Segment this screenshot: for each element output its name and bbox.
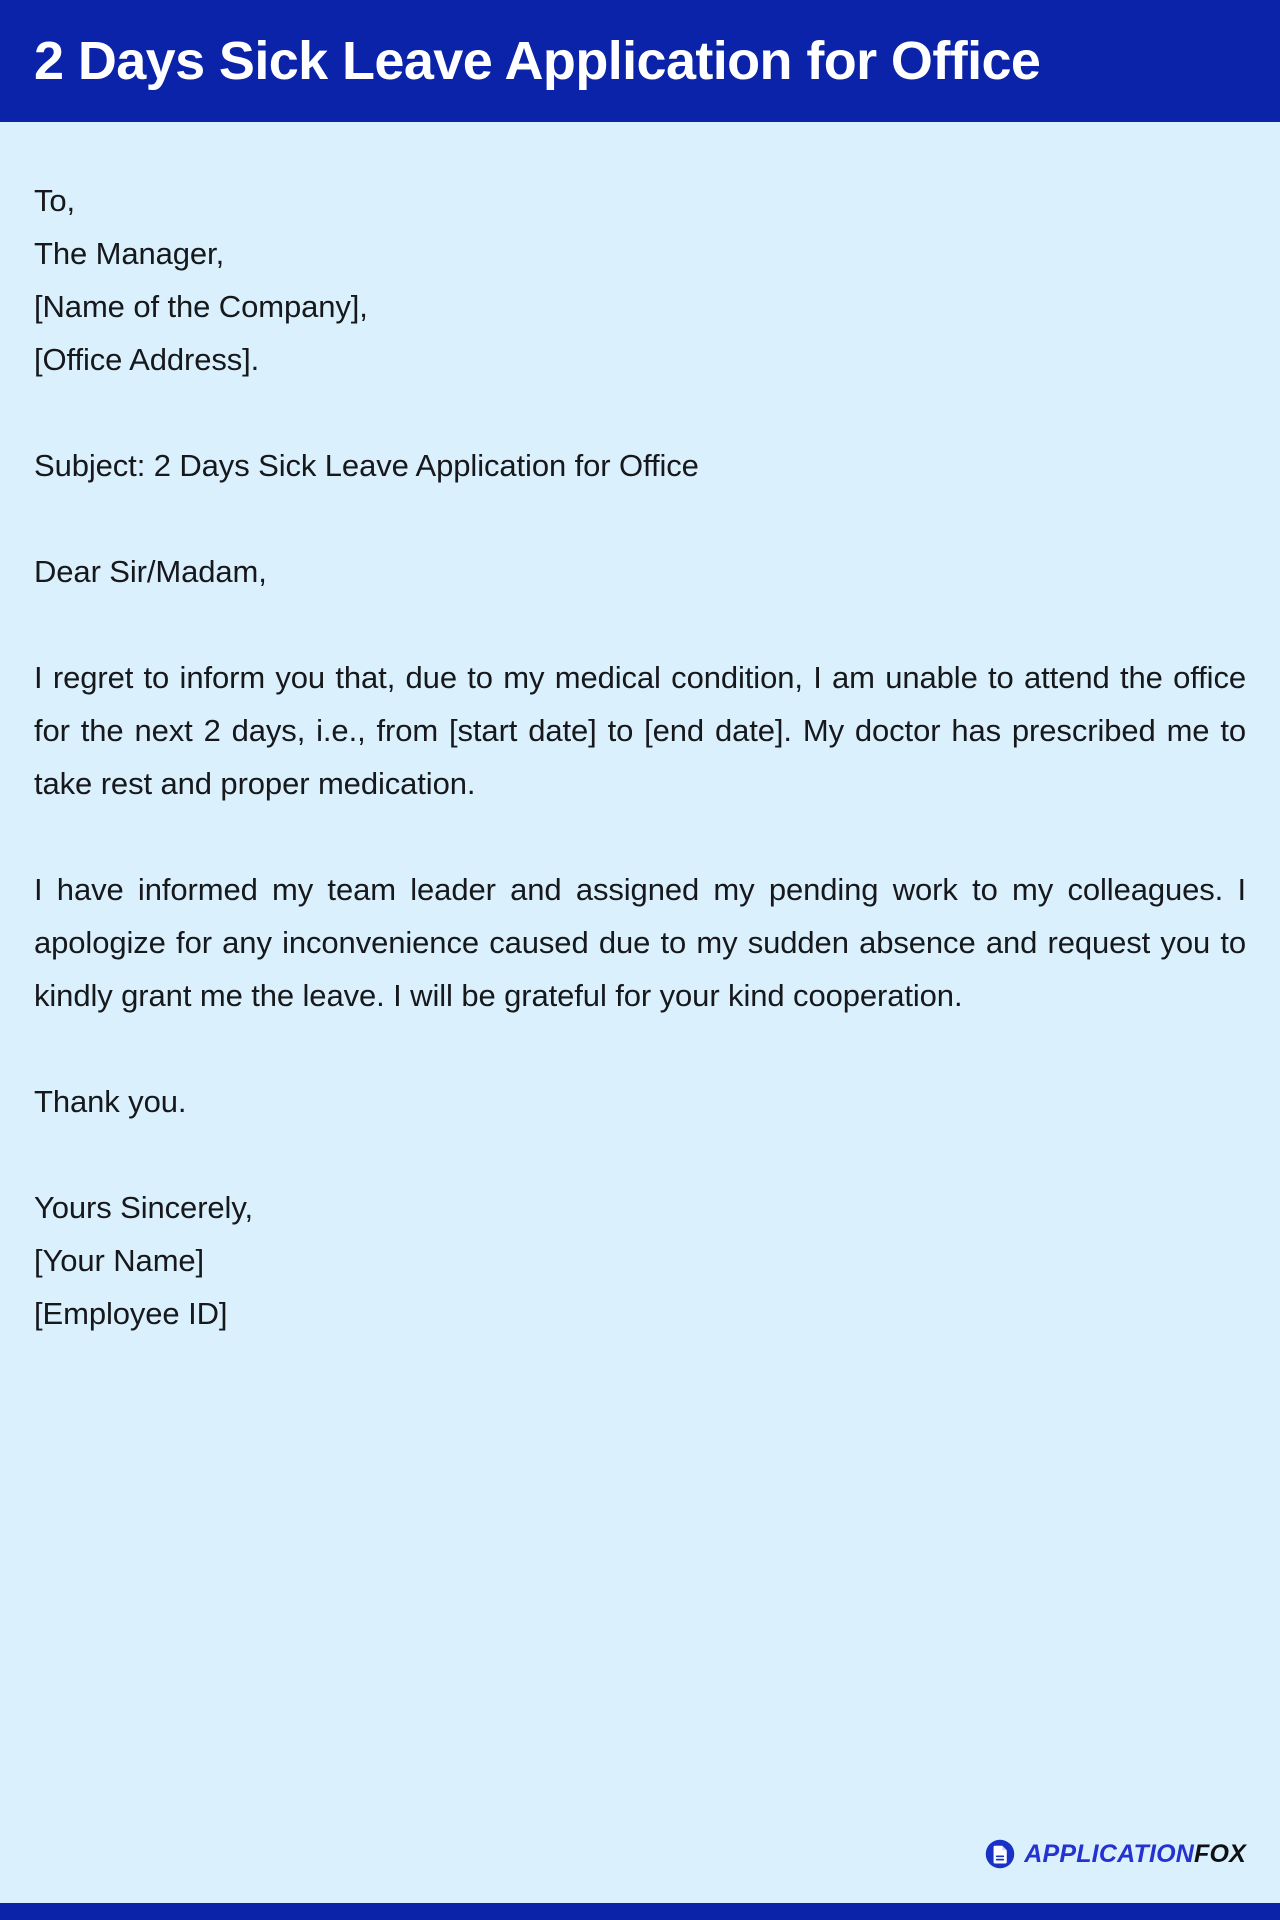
body-paragraph-1: I regret to inform you that, due to my medical condition, I am unable to attend the office for the next 2 days, i.e., from [start date] to [end date]. My doctor has prescribed me to take rest and proper medication. bbox=[34, 660, 1246, 801]
brand-logo-text bbox=[1024, 1839, 1246, 1868]
thank-you-line: Thank you. bbox=[34, 1084, 187, 1119]
body-paragraph-2: I have informed my team leader and assigned my pending work to my colleagues. I apologize for any inconvenience caused due to my sudden absence and request you to kindly grant me the leave. I will be grateful for your kind cooperation. bbox=[34, 872, 1246, 1013]
spacer-after-salutation bbox=[34, 598, 1246, 651]
brand-name-primary: APPLICATION bbox=[1024, 1839, 1194, 1868]
recipient-address-block bbox=[34, 174, 1246, 386]
recipient-line-manager: The Manager, bbox=[34, 236, 225, 271]
closing-line-sincerely: Yours Sincerely, bbox=[34, 1190, 253, 1225]
document-header bbox=[0, 0, 1280, 122]
bottom-accent-bar bbox=[0, 1903, 1280, 1920]
recipient-line-address: [Office Address]. bbox=[34, 342, 260, 377]
recipient-line-to: To, bbox=[34, 183, 76, 218]
brand-name-secondary: FOX bbox=[1194, 1839, 1246, 1868]
brand-logo bbox=[985, 1839, 1246, 1869]
document-circle-icon bbox=[985, 1839, 1015, 1869]
spacer-before-closing bbox=[34, 1128, 1246, 1181]
letter-body bbox=[0, 122, 1280, 1903]
closing-line-name: [Your Name] bbox=[34, 1243, 205, 1278]
page-title: 2 Days Sick Leave Application for Office bbox=[34, 30, 1041, 91]
spacer-after-address bbox=[34, 386, 1246, 439]
spacer-after-subject bbox=[34, 492, 1246, 545]
closing-line-employee-id: [Employee ID] bbox=[34, 1296, 228, 1331]
spacer-before-thanks bbox=[34, 1022, 1246, 1075]
spacer-between-paragraphs bbox=[34, 810, 1246, 863]
salutation: Dear Sir/Madam, bbox=[34, 554, 267, 589]
subject-line: Subject: 2 Days Sick Leave Application for Office bbox=[34, 448, 699, 483]
closing-block bbox=[34, 1181, 1246, 1340]
recipient-line-company: [Name of the Company], bbox=[34, 289, 368, 324]
